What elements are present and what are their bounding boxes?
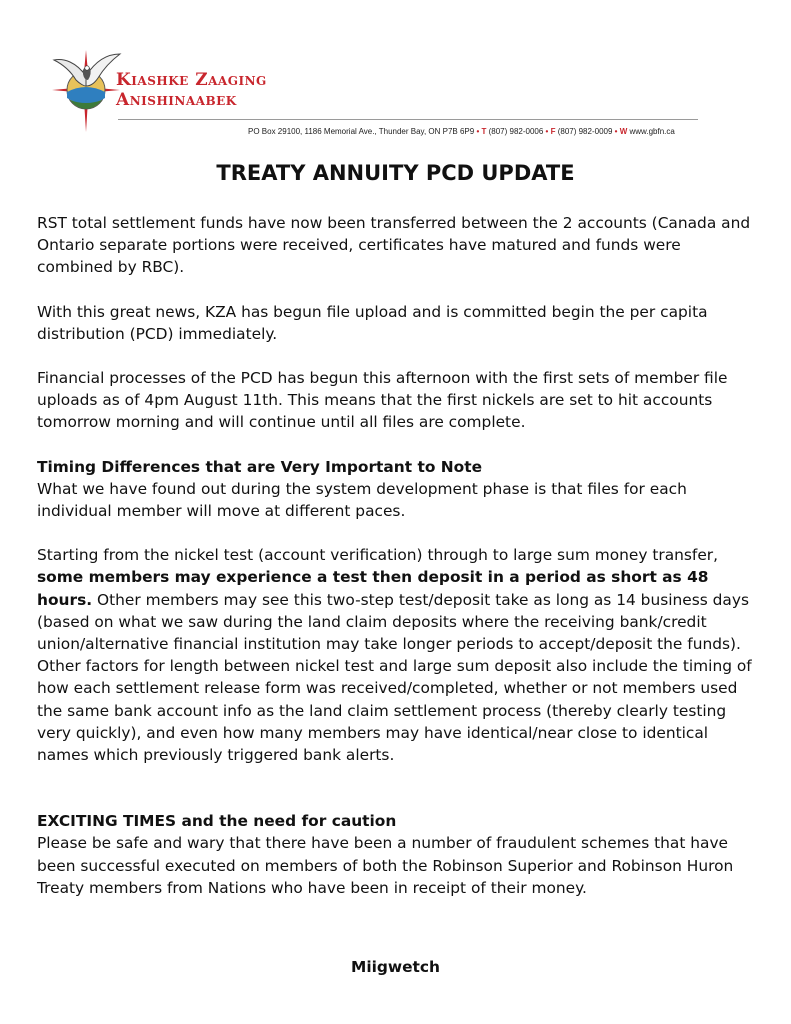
bullet-separator: •	[545, 127, 551, 136]
nickel-test-intro: Starting from the nickel test (account verification) through to large sum money transfer,	[37, 546, 719, 565]
eagle-compass-logo-icon	[50, 46, 122, 132]
caution-heading: EXCITING TIMES and the need for caution	[37, 812, 397, 831]
document-body	[37, 212, 757, 899]
organization-name-line-2: Anishinaabek	[116, 90, 237, 110]
nickel-test-paragraph	[37, 544, 757, 766]
nickel-test-details: Other members may see this two-step test/deposit take as long as 14 business days (based on what we saw during the land claim deposits where the receiving bank/credit union/alternative financial institution may take longer periods to accept/deposit the funds). Other factors for length between nickel test and large sum deposit also include the timing of how each settlement release form was received/completed, whether or not members used the same bank account info as the land claim settlement process (thereby clearly testing very quickly), and even how many members may have identical/near close to identical names which previously triggered bank alerts.	[37, 590, 752, 765]
nickel-test-emphasis: some members may experience a test then deposit in a period as short as 48 hours.	[37, 568, 709, 609]
letterhead	[0, 0, 791, 145]
caution-paragraph: Please be safe and wary that there have been a number of fraudulent schemes that have been successful executed on members of both the Robinson Superior and Robinson Huron Treaty members from Nations who have been in receipt of their money.	[37, 834, 734, 897]
contact-line	[248, 127, 700, 136]
phone-number: (807) 982-0006	[488, 127, 544, 136]
process-paragraph: Financial processes of the PCD has begun this afternoon with the first sets of member file uploads as of 4pm August 11th. This means that the first nickels are set to hit accounts tomorrow morning and will continue until all files are complete.	[37, 369, 728, 432]
page-title: TREATY ANNUITY PCD UPDATE	[216, 161, 575, 185]
timing-paragraph: What we have found out during the system development phase is that files for each individual member will move at different paces.	[37, 479, 687, 521]
fax-key: F	[550, 127, 556, 136]
phone-key: T	[481, 127, 487, 136]
mailing-address: PO Box 29100, 1186 Memorial Ave., Thunder Bay, ON P7B 6P9	[248, 127, 475, 136]
organization-name-line-1: Kiashke Zaaging	[116, 70, 267, 90]
closing-signoff: Miigwetch	[351, 958, 440, 976]
letterhead-divider	[118, 119, 698, 120]
timing-heading: Timing Differences that are Very Important to Note	[37, 457, 483, 476]
fax-number: (807) 982-0009	[557, 127, 613, 136]
organization-name	[116, 72, 267, 109]
upload-paragraph: With this great news, KZA has begun file upload and is committed begin the per capita distribution (PCD) immediately.	[37, 302, 708, 343]
web-key: W	[619, 127, 628, 136]
bullet-separator: •	[614, 127, 620, 136]
settlement-paragraph: RST total settlement funds have now been transferred between the 2 accounts (Canada and Ontario separate portions were received, certificates have matured and funds were combined by RBC).	[37, 214, 751, 277]
bullet-separator: •	[476, 127, 482, 136]
website-link[interactable]: www.gbfn.ca	[629, 127, 675, 136]
